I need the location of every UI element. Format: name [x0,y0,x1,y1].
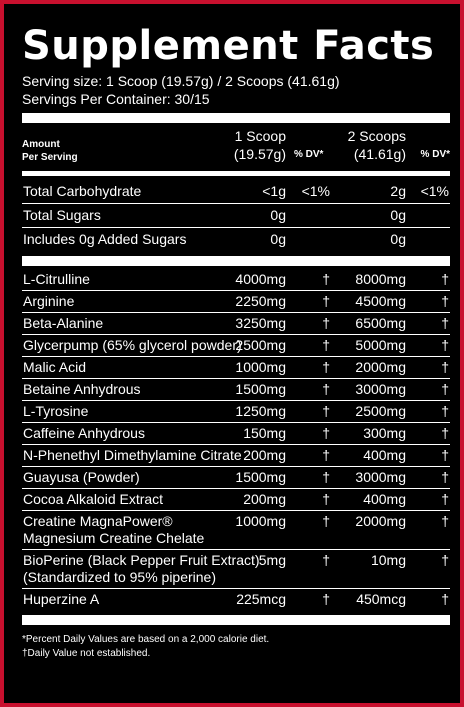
dv-2-scoops: † [441,469,449,485]
amount-2-scoops: 2000mg [355,513,406,529]
amount-2-scoops: 8000mg [355,271,406,287]
ingredient-list [22,269,450,610]
dv-footnote: *Percent Daily Values are based on a 2,000 calorie diet. [22,634,270,645]
amount-2-scoops: 400mg [363,491,406,507]
col2-dv-header: % DV* [420,149,450,160]
amount-2-scoops: 450mcg [356,591,406,607]
row-name: Caffeine Anhydrous [23,425,145,441]
thick-divider [22,615,450,625]
row-name: Includes 0g Added Sugars [23,231,187,247]
col2-serving-label: 2 Scoops [347,128,406,144]
row-name: Beta-Alanine [23,315,104,331]
row-name: Cocoa Alkaloid Extract [23,491,164,507]
dv-1-scoop: † [322,315,330,331]
footnotes [22,633,450,661]
row-name: Guayusa (Powder) [23,469,140,485]
amount-2-scoops: 10mg [370,552,406,568]
ingredient-row [22,550,450,589]
amount-1-scoop: 2250mg [235,293,286,309]
row-name: Glycerpump (65% glycerol powder) [23,337,242,353]
amount-2-scoops: 400mg [363,447,406,463]
ingredient-row [22,313,450,335]
nutrient-row [22,180,450,204]
ingredient-row [22,445,450,467]
amount-2-scoops: 2g [390,183,406,199]
ingredient-row [22,511,450,550]
amount-1-scoop: 0g [270,231,286,247]
dv-2-scoops: † [441,403,449,419]
nutrient-row [22,204,450,228]
col1-header [234,127,286,163]
row-name: Arginine [23,293,75,309]
amount-1-scoop: 150mg [243,425,286,441]
ingredient-row [22,291,450,313]
ingredient-row [22,589,450,610]
amount-2-scoops: 6500mg [355,315,406,331]
row-name: L-Tyrosine [23,403,89,419]
amount-2-scoops: 2500mg [355,403,406,419]
amount-1-scoop: 1000mg [235,359,286,375]
medium-divider [22,171,450,176]
amount-2-scoops: 4500mg [355,293,406,309]
dv-2-scoops: † [441,425,449,441]
row-name: Malic Acid [23,359,87,375]
amount-1-scoop: <1g [262,183,286,199]
amount-2-scoops: 2000mg [355,359,406,375]
amount-1-scoop: 1500mg [235,469,286,485]
dv-2-scoops: <1% [420,183,449,199]
dv-1-scoop: <1% [301,183,330,199]
amount-2-scoops: 0g [390,231,406,247]
dagger-footnote: †Daily Value not established. [22,648,151,659]
dv-2-scoops: † [441,491,449,507]
amount-label: Amount [22,139,60,150]
dv-1-scoop: † [322,469,330,485]
amount-1-scoop: 1500mg [235,381,286,397]
dv-2-scoops: † [441,381,449,397]
dv-2-scoops: † [441,337,449,353]
dv-1-scoop: † [322,403,330,419]
dv-2-scoops: † [441,552,449,568]
dv-1-scoop: † [322,591,330,607]
thick-divider [22,113,450,123]
ingredient-row [22,489,450,511]
dv-1-scoop: † [322,293,330,309]
dv-1-scoop: † [322,425,330,441]
nutrient-row [22,228,450,251]
panel-content [22,24,450,661]
dv-2-scoops: † [441,271,449,287]
amount-2-scoops: 3000mg [355,381,406,397]
amount-2-scoops: 0g [390,207,406,223]
amount-1-scoop: 3250mg [235,315,286,331]
col2-serving-weight: (41.61g) [353,146,406,162]
row-name: Total Sugars [23,207,101,223]
col1-serving-weight: (19.57g) [233,146,286,162]
amount-1-scoop: 200mg [243,491,286,507]
amount-1-scoop: 0g [270,207,286,223]
ingredient-row [22,467,450,489]
nutrient-list [22,180,450,251]
row-name: BioPerine (Black Pepper Fruit Extract) [23,552,260,568]
serving-size: Serving size: 1 Scoop (19.57g) / 2 Scoops (41.61g) [22,73,340,89]
dv-2-scoops: † [441,315,449,331]
row-name: Huperzine A [23,591,100,607]
col1-serving-label: 1 Scoop [234,128,286,144]
dv-2-scoops: † [441,293,449,309]
row-name: Total Carbohydrate [23,183,142,199]
dv-1-scoop: † [322,513,330,529]
dv-2-scoops: † [441,513,449,529]
dv-1-scoop: † [322,491,330,507]
amount-1-scoop: 4000mg [235,271,286,287]
amount-per-serving-label [22,138,78,164]
dv-2-scoops: † [441,447,449,463]
ingredient-row [22,269,450,291]
col2-header [348,127,406,163]
dv-1-scoop: † [322,271,330,287]
ingredient-row [22,423,450,445]
amount-1-scoop: 200mg [243,447,286,463]
dv-1-scoop: † [322,381,330,397]
dv-2-scoops: † [441,359,449,375]
amount-1-scoop: 5mg [258,552,286,568]
amount-2-scoops: 300mg [363,425,406,441]
row-name-line2: (Standardized to 95% piperine) [23,569,217,585]
amount-1-scoop: 225mcg [236,591,286,607]
ingredient-row [22,335,450,357]
per-serving-label: Per Serving [22,152,78,163]
row-name: N-Phenethyl Dimethylamine Citrate [23,447,242,463]
dv-1-scoop: † [322,447,330,463]
servings-per-container: Servings Per Container: 30/15 [22,91,210,107]
panel-title: Supplement Facts [22,23,435,69]
ingredient-row [22,401,450,423]
ingredient-row [22,357,450,379]
dv-1-scoop: † [322,552,330,568]
dv-1-scoop: † [322,359,330,375]
column-header [22,126,450,169]
row-name-line2: Magnesium Creatine Chelate [23,530,205,546]
row-name: Creatine MagnaPower® [23,513,173,529]
amount-2-scoops: 3000mg [355,469,406,485]
amount-1-scoop: 1250mg [235,403,286,419]
amount-2-scoops: 5000mg [355,337,406,353]
thick-divider [22,256,450,266]
amount-1-scoop: 2500mg [235,337,286,353]
dv-1-scoop: † [322,337,330,353]
dv-2-scoops: † [441,591,449,607]
amount-1-scoop: 1000mg [235,513,286,529]
col1-dv-header: % DV* [294,149,324,160]
row-name: Betaine Anhydrous [23,381,141,397]
row-name: L-Citrulline [23,271,90,287]
ingredient-row [22,379,450,401]
